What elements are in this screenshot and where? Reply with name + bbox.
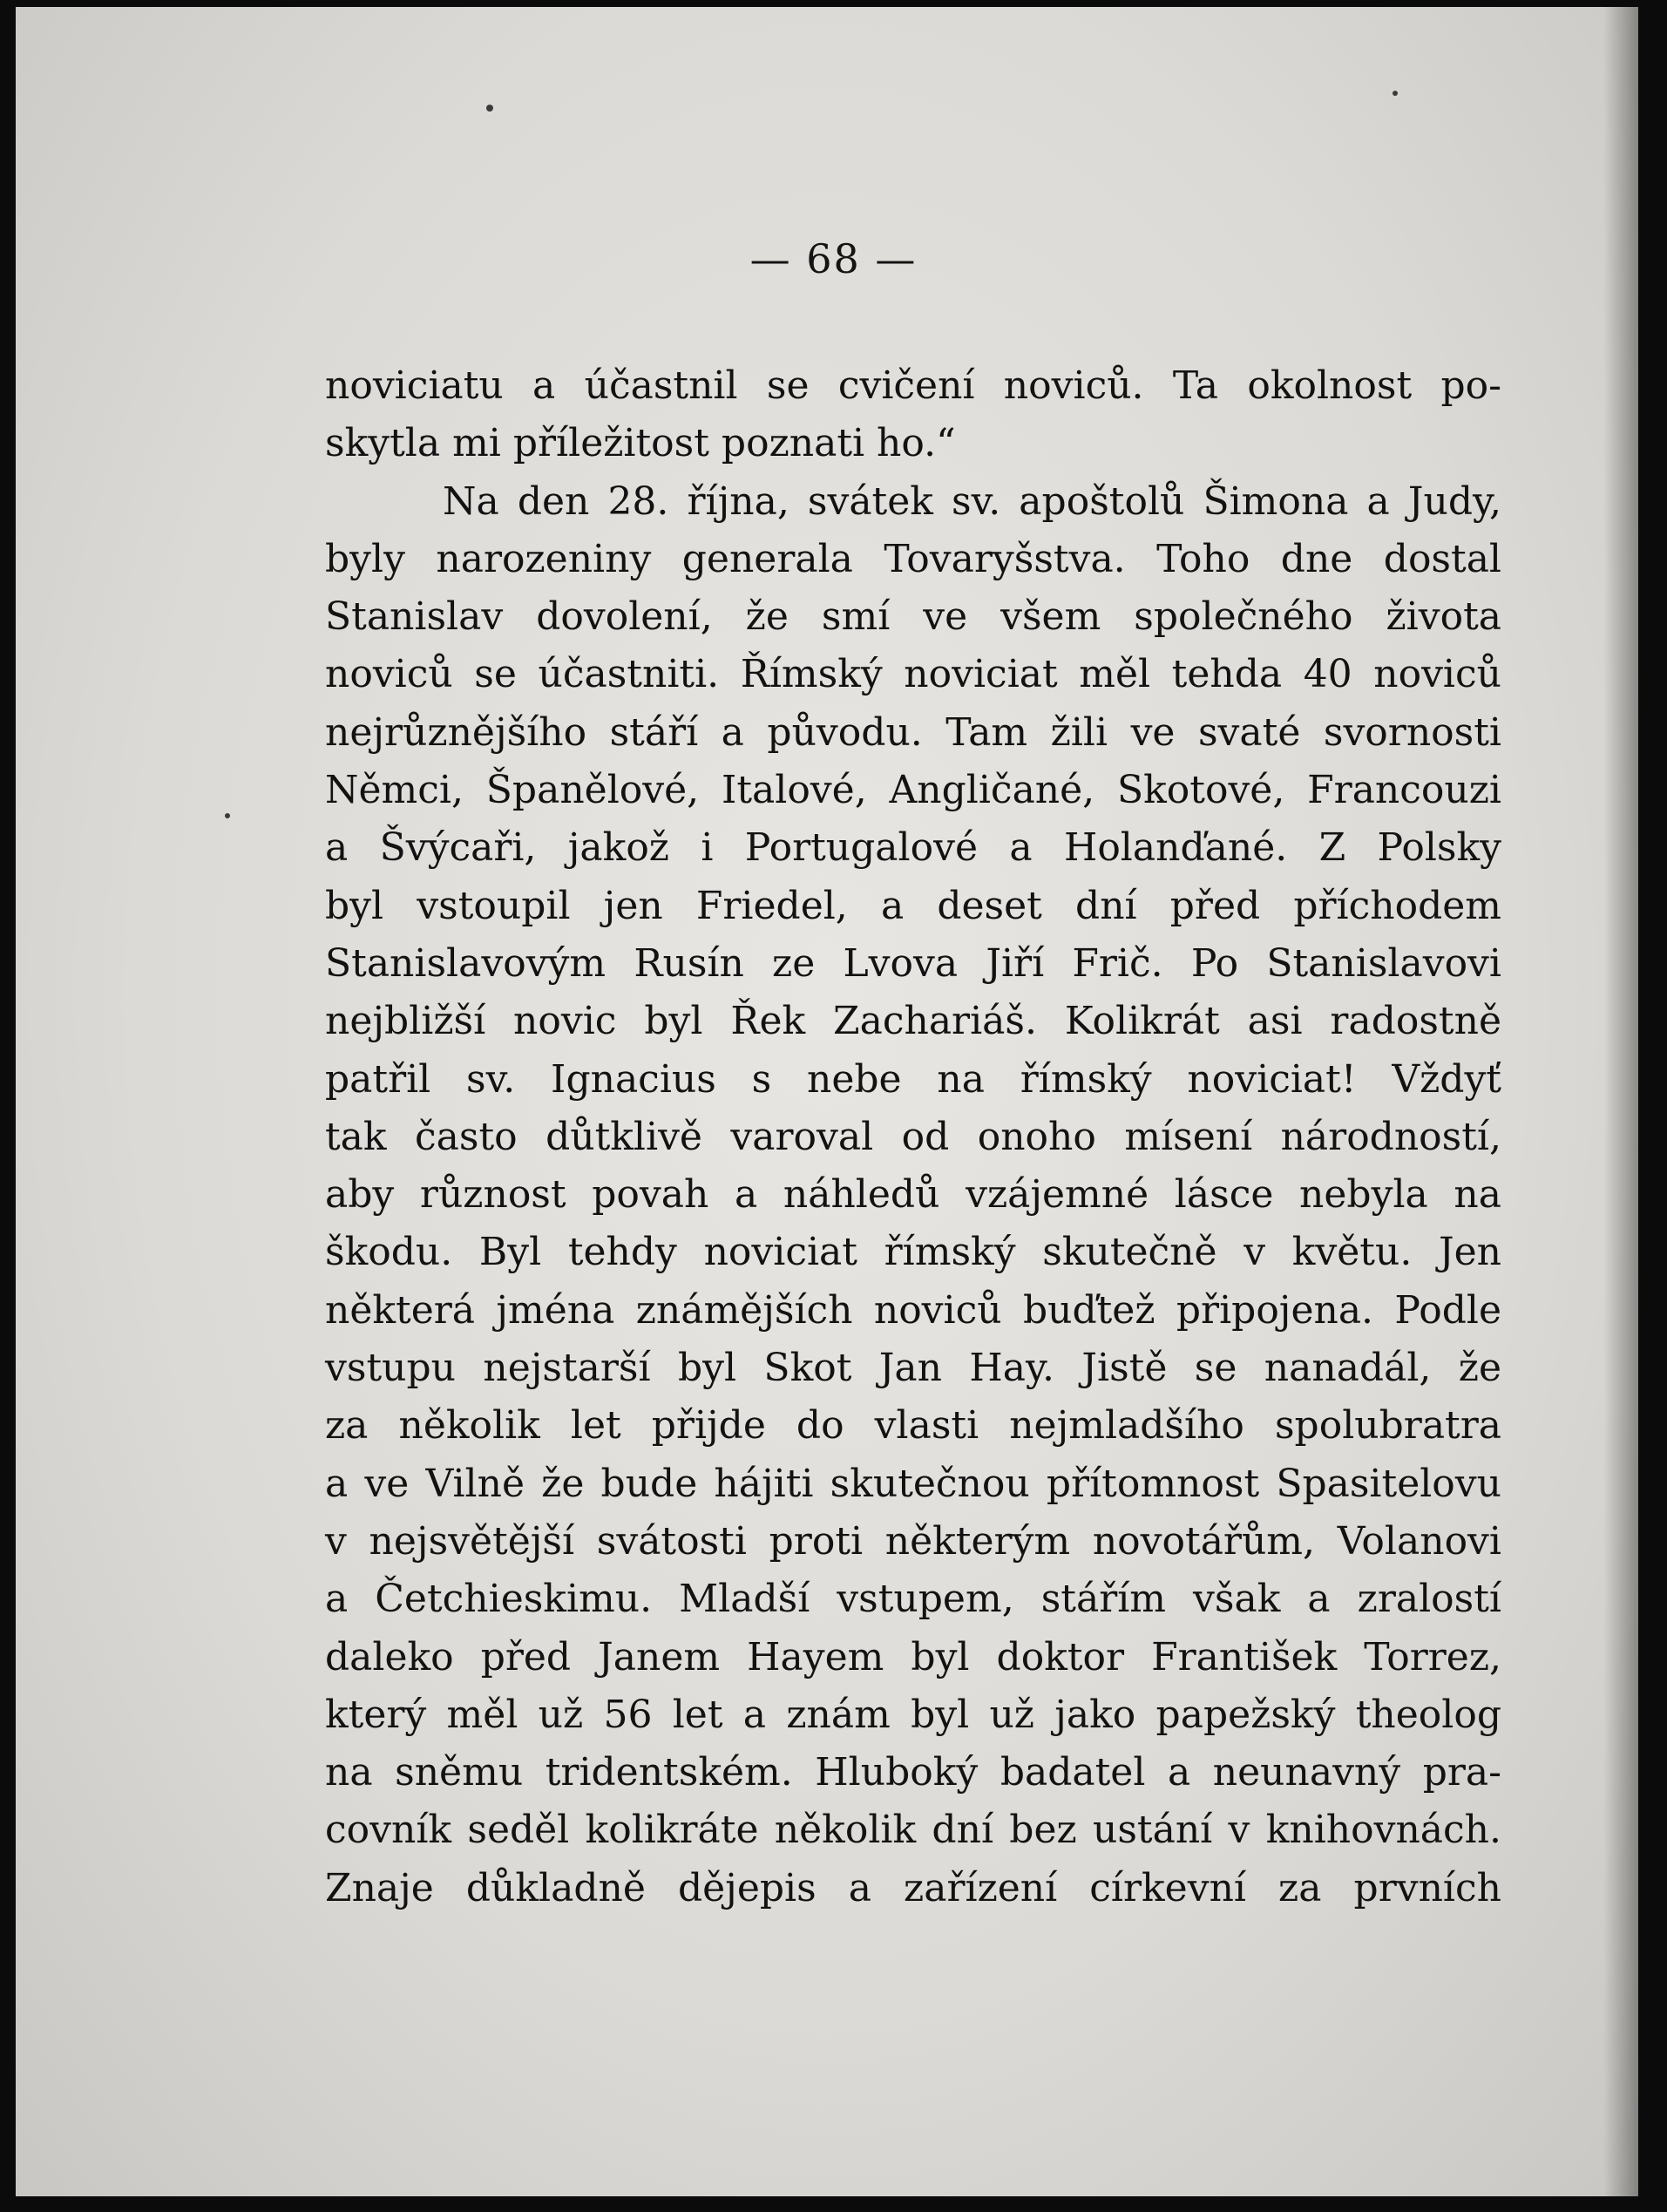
text-line: a Četchieskimu. Mladší vstupem, stářím však a zralostí [325,1577,1501,1622]
text-line: Znaje důkladně dějepis a zařízení církevní za prvních [325,1865,1501,1910]
text-line: který měl už 56 let a znám byl už jako papežský theolog [325,1692,1501,1737]
text-line: nejrůznějšího stáří a původu. Tam žili ve svaté svornosti [325,709,1501,755]
page-edge-shadow [1603,7,1638,2196]
text-line: a ve Vilně že bude hájiti skutečnou přítomnost Spasitelovu [325,1461,1501,1506]
text-line: covník seděl kolikráte několik dní bez ustání v knihovnách. [325,1808,1501,1853]
text-line: Stanislav dovolení, že smí ve všem společného života [325,594,1501,640]
page-number: — 68 — [749,235,918,282]
text-line: noviciatu a účastnil se cvičení noviců. Ta okolnost po- [325,363,1501,408]
text-line: a Švýcaři, jakož i Portugalové a Holanďané. Z Polsky [325,825,1501,871]
text-line: za několik let přijde do vlasti nejmladšího spolubratra [325,1403,1501,1449]
text-line: skytla mi příležitost poznati ho.“ [325,421,956,466]
paper-speck [1393,91,1398,96]
text-line: Němci, Španělové, Italové, Angličané, Skotové, Francouzi [325,768,1501,813]
text-line: noviců se účastniti. Římský noviciat měl tehda 40 noviců [325,652,1501,697]
text-line: v nejsvětější svátosti proti některým novotářům, Volanovi [325,1518,1501,1564]
text-line: na sněmu tridentském. Hluboký badatel a neunavný pra- [325,1750,1501,1795]
text-line: nejbližší novic byl Řek Zachariáš. Kolikrát asi radostně [325,999,1501,1044]
body-text [325,357,1501,1917]
text-line: aby různost povah a náhledů vzájemné lásce nebyla na [325,1172,1501,1218]
paper-speck [225,813,230,818]
text-line: daleko před Janem Hayem byl doktor František Torrez, [325,1634,1501,1679]
paper-speck [486,105,493,112]
text-line: patřil sv. Ignacius s nebe na římský noviciat! Vždyť [325,1056,1501,1102]
text-line: byly narozeniny generala Tovaryšstva. Toho dne dostal [325,536,1501,581]
text-line: Na den 28. října, svátek sv. apoštolů Šimona a Judy, [443,478,1501,524]
text-line: některá jména známějších noviců buďtež připojena. Podle [325,1287,1501,1333]
text-line: škodu. Byl tehdy noviciat římský skutečně v květu. Jen [325,1230,1501,1275]
text-line: byl vstoupil jen Friedel, a deset dní před příchodem [325,883,1501,928]
text-line: vstupu nejstarší byl Skot Jan Hay. Jistě se nanadál, že [325,1346,1501,1391]
text-line: tak často důtklivě varoval od onoho mísení národností, [325,1114,1501,1159]
text-line: Stanislavovým Rusín ze Lvova Jiří Frič. Po Stanislavovi [325,940,1501,986]
